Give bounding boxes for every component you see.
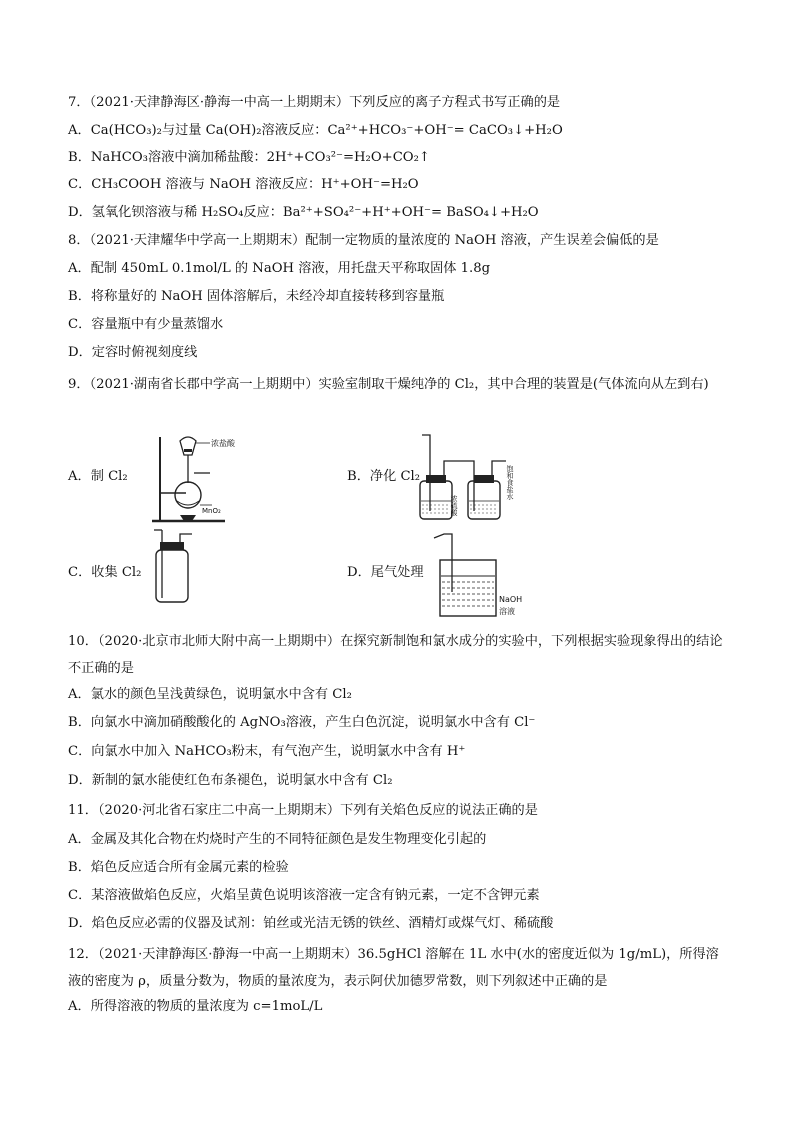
q11-option-d: D．焰色反应必需的仪器及试剂：铂丝或光洁无锈的铁丝、酒精灯或煤气灯、稀硫酸 [68,916,554,931]
label-solution: 溶液 [499,607,515,616]
q8-option-c: C．容量瓶中有少量蒸馏水 [68,317,224,332]
q10-stem: 10．（2020·北京市北师大附中高一上期期中）在探究新制饱和氯水成分的实验中，下列根据实验现象得出的结论不正确的是 [68,634,723,676]
q10-option-d: D．新制的氯水能使红色布条褪色，说明氯水中含有 Cl₂ [68,773,393,788]
q12-stem: 12．（2021·天津静海区·静海一中高一上期期末）36.5gHCl 溶解在 1L 水中(水的密度近似为 1g/mL)，所得溶液的密度为 ρ，质量分数为，物质的量浓度为，表示阿伏加德罗常数，则下列叙述中正确的是 [68,947,719,989]
cl2-collection-apparatus [150,528,200,608]
cl2-purification-apparatus [416,433,526,525]
label-saturated-brine: 饱和食盐水 [506,465,514,500]
q11-option-b: B．焰色反应适合所有金属元素的检验 [68,860,289,875]
q7-option-d: D．氢氧化钡溶液与稀 H₂SO₄反应：Ba²⁺+SO₄²⁻+H⁺+OH⁻= BaSO₄↓+H₂O [68,205,539,220]
q7-option-b: B．NaHCO₃溶液中滴加稀盐酸：2H⁺+CO₃²⁻=H₂O+CO₂↑ [68,150,430,165]
q10-option-c: C．向氯水中加入 NaHCO₃粉末，有气泡产生，说明氯水中含有 H⁺ [68,744,466,759]
tail-gas-apparatus [432,532,522,622]
q8-stem: 8．（2021·天津耀华中学高一上期期末）配制一定物质的量浓度的 NaOH 溶液，产生误差会偏低的是 [68,233,659,248]
label-naoh: NaOH [499,595,522,604]
q9-option-a: A．制 Cl₂ [68,469,128,484]
q9-stem: 9．（2021·湖南省长郡中学高一上期期中）实验室制取干燥纯净的 Cl₂，其中合理的装置是(气体流向从左到右) [68,377,709,392]
label-conc-h2so4: 浓硫酸 [450,495,458,516]
q10-option-a: A．氯水的颜色呈浅黄绿色，说明氯水中含有 Cl₂ [68,687,352,702]
q9-option-d: D．尾气处理 [347,565,424,580]
q11-option-a: A．金属及其化合物在灼烧时产生的不同特征颜色是发生物理变化引起的 [68,832,487,847]
q9-option-b: B．净化 Cl₂ [347,469,421,484]
q12-option-a: A．所得溶液的物质的量浓度为 c=1moL/L [68,999,323,1014]
q7-stem: 7．（2021·天津静海区·静海一中高一上期期末）下列反应的离子方程式书写正确的是 [68,95,561,110]
q7-option-a: A．Ca(HCO₃)₂与过量 Ca(OH)₂溶液反应：Ca²⁺+HCO₃⁻+OH⁻= CaCO₃↓+H₂O [68,123,563,138]
label-mno2: MnO₂ [202,507,221,515]
q8-option-b: B．将称量好的 NaOH 固体溶解后，未经冷却直接转移到容量瓶 [68,289,445,304]
q8-option-a: A．配制 450mL 0.1mol/L 的 NaOH 溶液，用托盘天平称取固体 1.8g [68,261,491,276]
cl2-generator-apparatus [150,433,260,525]
q7-option-c: C．CH₃COOH 溶液与 NaOH 溶液反应：H⁺+OH⁻=H₂O [68,177,419,192]
q8-option-d: D．定容时俯视刻度线 [68,345,198,360]
q11-stem: 11．（2020·河北省石家庄二中高一上期期末）下列有关焰色反应的说法正确的是 [68,803,538,818]
q10-option-b: B．向氯水中滴加硝酸酸化的 AgNO₃溶液，产生白色沉淀，说明氯水中含有 Cl⁻ [68,715,536,730]
label-conc-hcl: 浓盐酸 [211,439,235,448]
q9-option-c: C．收集 Cl₂ [68,565,142,580]
q11-option-c: C．某溶液做焰色反应，火焰呈黄色说明该溶液一定含有钠元素，一定不含钾元素 [68,888,540,903]
